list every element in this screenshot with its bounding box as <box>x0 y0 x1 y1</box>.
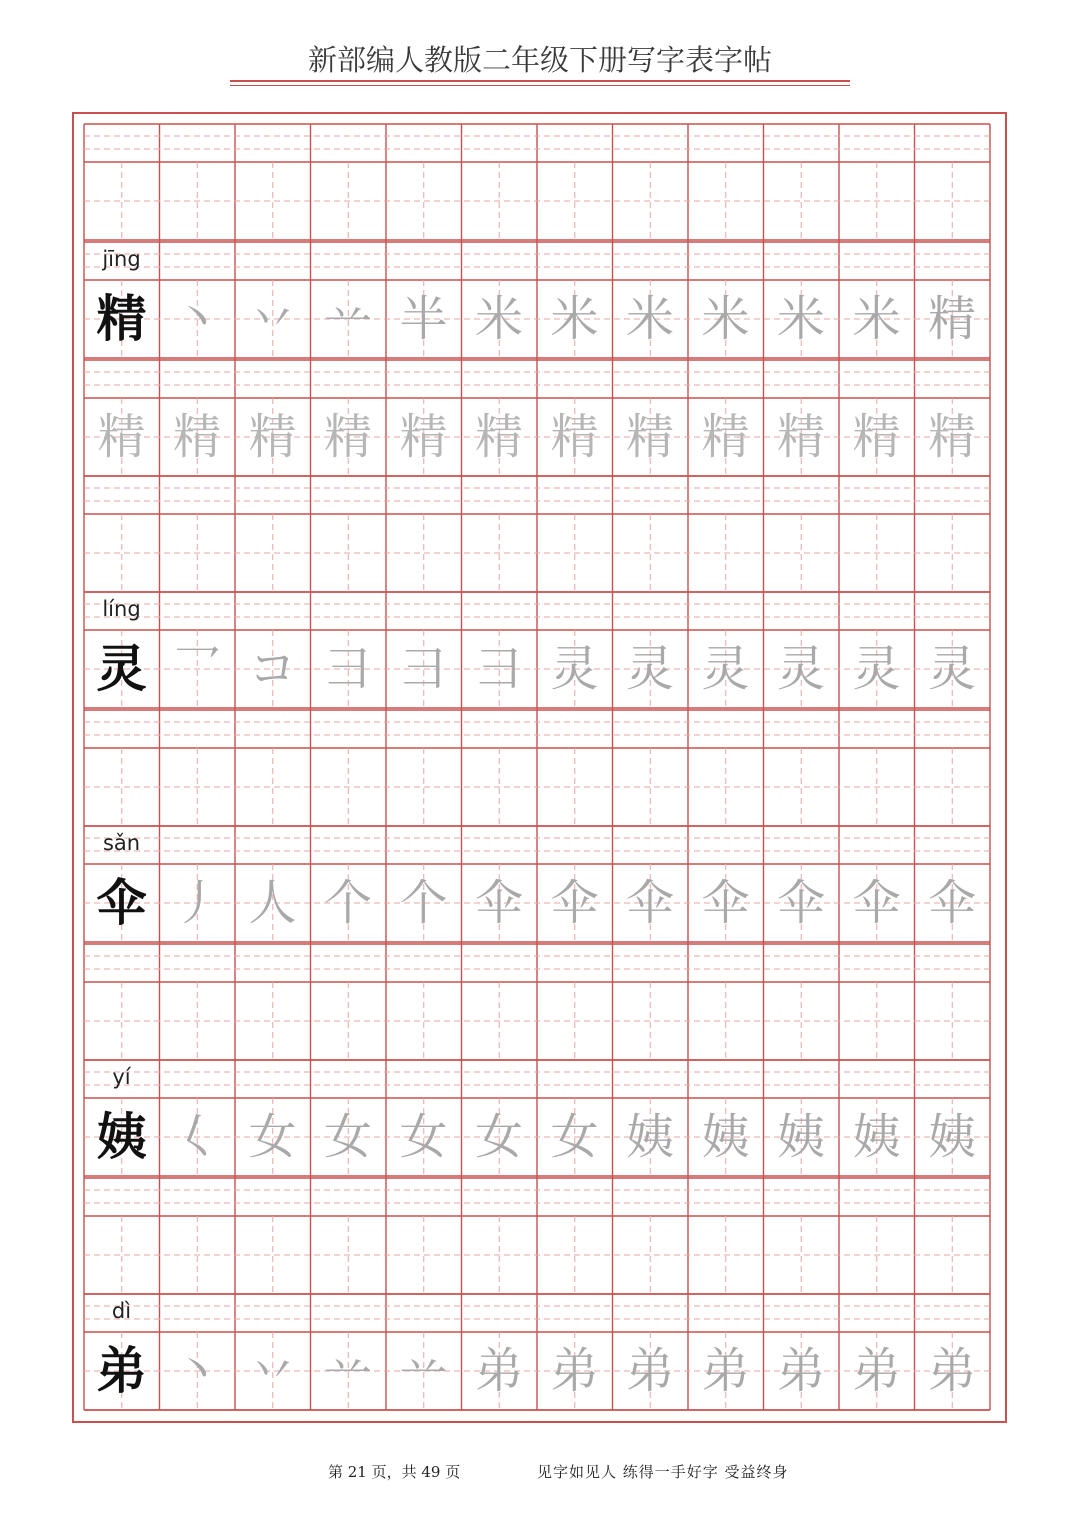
trace-character <box>688 398 763 476</box>
stroke-step-glyph: 彐 <box>323 641 372 697</box>
stroke-step <box>311 630 386 708</box>
stroke-step-glyph: 灵 <box>927 641 976 697</box>
stroke-step <box>537 1332 612 1410</box>
stroke-step-glyph: 米 <box>625 291 674 347</box>
stroke-step-glyph: 米 <box>701 291 750 347</box>
stroke-step-glyph: 姨 <box>625 1109 674 1165</box>
stroke-step-glyph: 乛 <box>172 641 221 697</box>
stroke-step-glyph: 弟 <box>776 1343 825 1399</box>
stroke-step-glyph: 姨 <box>852 1109 901 1165</box>
stroke-step <box>764 864 839 942</box>
stroke-step <box>386 280 461 358</box>
stroke-step <box>311 280 386 358</box>
trace-character <box>386 398 461 476</box>
stroke-step <box>160 630 235 708</box>
trace-character-glyph: 精 <box>776 409 825 465</box>
stroke-step <box>688 280 763 358</box>
stroke-step-glyph: 伞 <box>625 875 674 931</box>
stroke-step-glyph: 伞 <box>852 875 901 931</box>
stroke-step-glyph: 䒑 <box>399 1343 448 1399</box>
stroke-step-glyph: 弟 <box>625 1343 674 1399</box>
stroke-step-glyph: 彐 <box>474 641 523 697</box>
stroke-step <box>462 1332 537 1410</box>
stroke-step-glyph: 丷 <box>248 1343 297 1399</box>
stroke-step <box>537 280 612 358</box>
stroke-step-glyph: 伞 <box>550 875 599 931</box>
stroke-step-glyph: 米 <box>474 291 523 347</box>
model-character <box>84 1332 159 1410</box>
stroke-step <box>764 630 839 708</box>
stroke-step <box>839 1098 914 1176</box>
stroke-step-glyph: 𡿨 <box>172 1109 221 1165</box>
trace-character <box>915 398 990 476</box>
stroke-step <box>915 1098 990 1176</box>
stroke-step-glyph: 个 <box>399 875 448 931</box>
model-character-glyph: 灵 <box>96 639 147 698</box>
stroke-step <box>160 1332 235 1410</box>
model-character-glyph: 精 <box>96 289 147 348</box>
stroke-step-glyph: 彐 <box>399 641 448 697</box>
stroke-step-glyph: 弟 <box>927 1343 976 1399</box>
stroke-step <box>915 1332 990 1410</box>
pinyin-label: sǎn <box>102 831 141 855</box>
stroke-step-glyph: 䒑 <box>323 1343 372 1399</box>
trace-character-glyph: 精 <box>852 409 901 465</box>
trace-character-glyph: 精 <box>399 409 448 465</box>
stroke-step <box>235 1098 310 1176</box>
stroke-step-glyph: 姨 <box>927 1109 976 1165</box>
page-number: 第 21 页，共 49 页 <box>328 1463 461 1481</box>
stroke-step <box>386 1098 461 1176</box>
trace-character <box>160 398 235 476</box>
stroke-step-glyph: 精 <box>927 291 976 347</box>
trace-character-glyph: 精 <box>474 409 523 465</box>
stroke-step <box>688 864 763 942</box>
stroke-step <box>688 1098 763 1176</box>
stroke-step-glyph: 灵 <box>550 641 599 697</box>
stroke-step-glyph: 灵 <box>776 641 825 697</box>
stroke-step <box>764 1332 839 1410</box>
stroke-step <box>688 630 763 708</box>
stroke-step-glyph: 伞 <box>701 875 750 931</box>
trace-character-glyph: 精 <box>701 409 750 465</box>
stroke-step-glyph: 丶 <box>172 291 221 347</box>
stroke-step <box>462 280 537 358</box>
stroke-step-glyph: 女 <box>474 1109 523 1165</box>
stroke-step <box>839 864 914 942</box>
model-character-glyph: 姨 <box>96 1107 147 1166</box>
pinyin-label: yí <box>112 1065 131 1089</box>
model-character-glyph: 伞 <box>96 873 147 932</box>
stroke-step-glyph: 弟 <box>550 1343 599 1399</box>
stroke-step-glyph: 伞 <box>776 875 825 931</box>
stroke-step-glyph: 弟 <box>852 1343 901 1399</box>
stroke-step-glyph: 丷 <box>248 291 297 347</box>
stroke-step-glyph: 女 <box>323 1109 372 1165</box>
stroke-step-glyph: 米 <box>852 291 901 347</box>
trace-character <box>462 398 537 476</box>
footer-slogan: 见字如见人 练得一手好字 受益终身 <box>537 1463 789 1481</box>
stroke-step-glyph: 女 <box>550 1109 599 1165</box>
stroke-step-glyph: 丿 <box>172 875 221 931</box>
stroke-step <box>915 864 990 942</box>
stroke-step <box>235 630 310 708</box>
model-character <box>84 1098 159 1176</box>
stroke-step <box>235 1332 310 1410</box>
stroke-step <box>613 630 688 708</box>
stroke-step <box>386 1332 461 1410</box>
stroke-step-glyph: 姨 <box>776 1109 825 1165</box>
stroke-step <box>613 280 688 358</box>
page-title: 新部编人教版二年级下册写字表字帖 <box>307 43 772 77</box>
stroke-step-glyph: 灵 <box>701 641 750 697</box>
trace-character <box>311 398 386 476</box>
stroke-step <box>311 1332 386 1410</box>
stroke-step-glyph: 弟 <box>474 1343 523 1399</box>
stroke-step-glyph: コ <box>248 641 297 697</box>
stroke-step-glyph: 䒑 <box>323 291 372 347</box>
pinyin-label: dì <box>111 1299 132 1323</box>
stroke-step <box>160 864 235 942</box>
model-character <box>84 280 159 358</box>
stroke-step <box>915 280 990 358</box>
model-character <box>84 864 159 942</box>
stroke-step <box>915 630 990 708</box>
stroke-step-glyph: 半 <box>399 291 448 347</box>
model-character <box>84 630 159 708</box>
pinyin-label: jīng <box>102 247 141 271</box>
trace-character-glyph: 精 <box>550 409 599 465</box>
trace-character-glyph: 精 <box>927 409 976 465</box>
stroke-step <box>311 864 386 942</box>
trace-character-glyph: 精 <box>97 409 146 465</box>
stroke-step <box>537 864 612 942</box>
stroke-step <box>386 630 461 708</box>
trace-character-glyph: 精 <box>323 409 372 465</box>
trace-character <box>537 398 612 476</box>
pinyin-label: líng <box>102 597 141 621</box>
stroke-step <box>537 630 612 708</box>
stroke-step-glyph: 伞 <box>474 875 523 931</box>
stroke-step <box>537 1098 612 1176</box>
stroke-step <box>311 1098 386 1176</box>
stroke-step <box>613 864 688 942</box>
stroke-step-glyph: 灵 <box>625 641 674 697</box>
model-character-glyph: 弟 <box>96 1341 147 1400</box>
trace-character-glyph: 精 <box>625 409 674 465</box>
stroke-step-glyph: 丶 <box>172 1343 221 1399</box>
stroke-step <box>235 864 310 942</box>
stroke-step-glyph: 个 <box>323 875 372 931</box>
trace-character-glyph: 精 <box>172 409 221 465</box>
stroke-step <box>386 864 461 942</box>
trace-character-glyph: 精 <box>248 409 297 465</box>
stroke-step-glyph: 灵 <box>852 641 901 697</box>
stroke-step <box>764 280 839 358</box>
stroke-step <box>160 1098 235 1176</box>
stroke-step <box>160 280 235 358</box>
stroke-step <box>839 1332 914 1410</box>
trace-character <box>235 398 310 476</box>
stroke-step-glyph: 人 <box>248 875 297 931</box>
stroke-step <box>688 1332 763 1410</box>
stroke-step <box>839 630 914 708</box>
stroke-step <box>613 1098 688 1176</box>
trace-character <box>84 398 159 476</box>
stroke-step-glyph: 女 <box>399 1109 448 1165</box>
stroke-step-glyph: 伞 <box>927 875 976 931</box>
trace-character <box>839 398 914 476</box>
stroke-step <box>764 1098 839 1176</box>
stroke-step <box>462 1098 537 1176</box>
stroke-step <box>462 864 537 942</box>
stroke-step-glyph: 女 <box>248 1109 297 1165</box>
trace-character <box>613 398 688 476</box>
stroke-step <box>613 1332 688 1410</box>
stroke-step-glyph: 弟 <box>701 1343 750 1399</box>
stroke-step <box>462 630 537 708</box>
stroke-step-glyph: 米 <box>550 291 599 347</box>
stroke-step-glyph: 姨 <box>701 1109 750 1165</box>
trace-character <box>764 398 839 476</box>
stroke-step <box>839 280 914 358</box>
stroke-step <box>235 280 310 358</box>
stroke-step-glyph: 米 <box>776 291 825 347</box>
